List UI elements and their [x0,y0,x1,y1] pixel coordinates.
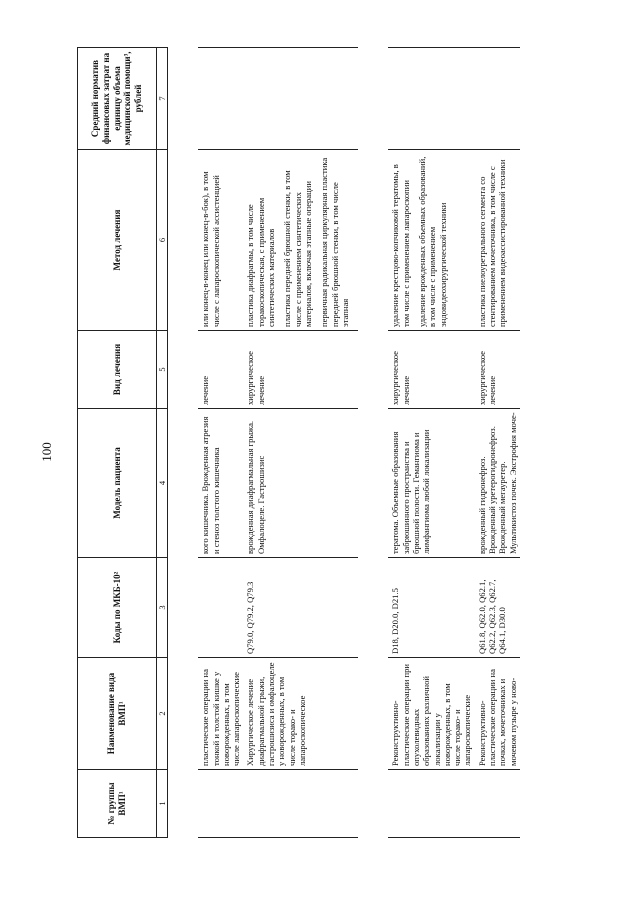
treatment-method-cell [388,150,475,331]
table-row [243,48,358,838]
table-row [198,48,243,838]
header-group-number: № группы ВМП¹ [78,770,157,838]
vmp-name-cell: Реконструктивно-пластические операции при опухолевидных образованиях различной локализации у новорожденных, в том числе торако- и лапароскопические [388,658,475,770]
header-treatment-method: Метод лечения [78,150,157,331]
method-item: пластика передней брюшной стенки, в том числе с применением синтетических материалов, включая этапные операции [282,170,313,327]
table-header-row [78,48,157,838]
header-vmp-name: Наименование вида ВМП¹ [78,658,157,770]
patient-model-cell: врожденная диафрагмальная грыжа. Омфалоцеле. Гастрошизис [243,409,358,558]
treatment-method-cell [243,150,358,331]
vmp-name-cell: Хирургическое лечение диафрагмальной грыжи, гастрошизиса и омфалоцеле у новорожденных, в том числе торако- и лапароскопическое [243,658,358,770]
vmp-table [77,47,520,838]
treatment-kind-cell: лечение [198,331,243,409]
method-item: пластика диафрагмы, в том числе торакоскопическая, с применением синтетических материалов [245,197,277,327]
table-row [388,48,475,838]
column-index: 4 [157,409,168,558]
column-index: 7 [157,48,168,150]
method-item: пластика пиелоуретрального сегмента со стентированием мочеточника, в том числе с применением видеоассистированной техники [476,159,508,327]
column-index-row [157,48,168,838]
vmp-name-cell: Реконструктивно-пластические операции на почках, мочеточниках и мочевом пузыре у ново- [475,658,520,770]
treatment-kind-cell: хирургическое лечение [388,331,475,409]
header-icd-codes: Коды по МКБ-10² [78,558,157,658]
header-cost-norm: Средний норматив финансовых затрат на единицу объема медицинской помощи³, рублей [78,48,157,150]
vmp-name-cell: пластические операции на тонкой и толстой кишке у новорожденных, в том числе лапароскопические [198,658,243,770]
table-row [475,48,520,838]
icd-codes-cell: Q61.8, Q62.0, Q62.1, Q62.2, Q62.3, Q62.7, Q64.1, D30.0 [475,558,520,658]
treatment-method-cell [475,150,520,331]
column-index: 5 [157,331,168,409]
rotated-table-sheet [77,48,562,838]
column-index: 2 [157,658,168,770]
icd-codes-cell [198,558,243,658]
treatment-kind-cell: хирургическое лечение [243,331,358,409]
treatment-kind-cell: хирургическое лечение [475,331,520,409]
header-patient-model: Модель пациента [78,409,157,558]
icd-codes-cell: Q79.0, Q79.2, Q79.3 [243,558,358,658]
header-treatment-kind: Вид лечения [78,331,157,409]
method-item: или конец-в-конец или конец-в-бок), в том числе с лапароскопической ассистенцией [200,171,221,327]
patient-model-cell: кого кишечника. Врожденная атрезия и стеноз толстого кишечника [198,409,243,558]
method-item: удаление врожденных объемных образований, в том числе с применением эндовидеохирургической техники [416,156,448,327]
treatment-method-cell [198,150,243,331]
method-item: первичная радикальная циркулярная пластика передней брюшной стенки, в том числе этапная [319,157,350,327]
page-number: 100 [38,442,54,462]
patient-model-cell: тератома. Объемные образования забрюшинного пространства и брюшной полости. Гемангиома и лимфангиома любой локализации [388,409,475,558]
column-index: 3 [157,558,168,658]
column-index: 6 [157,150,168,331]
icd-codes-cell: D18, D20.0, D21.5 [388,558,475,658]
method-item: удаление крестцово-копчиковой тератомы, в том числе с применением лапароскопии [390,164,411,327]
patient-model-cell: врожденный гидронефроз. Врожденный уретерогидронефроз. Врожденный мегауретер. Мультикистоз почек. Экстрофия моче- [475,409,520,558]
column-index: 1 [157,770,168,838]
